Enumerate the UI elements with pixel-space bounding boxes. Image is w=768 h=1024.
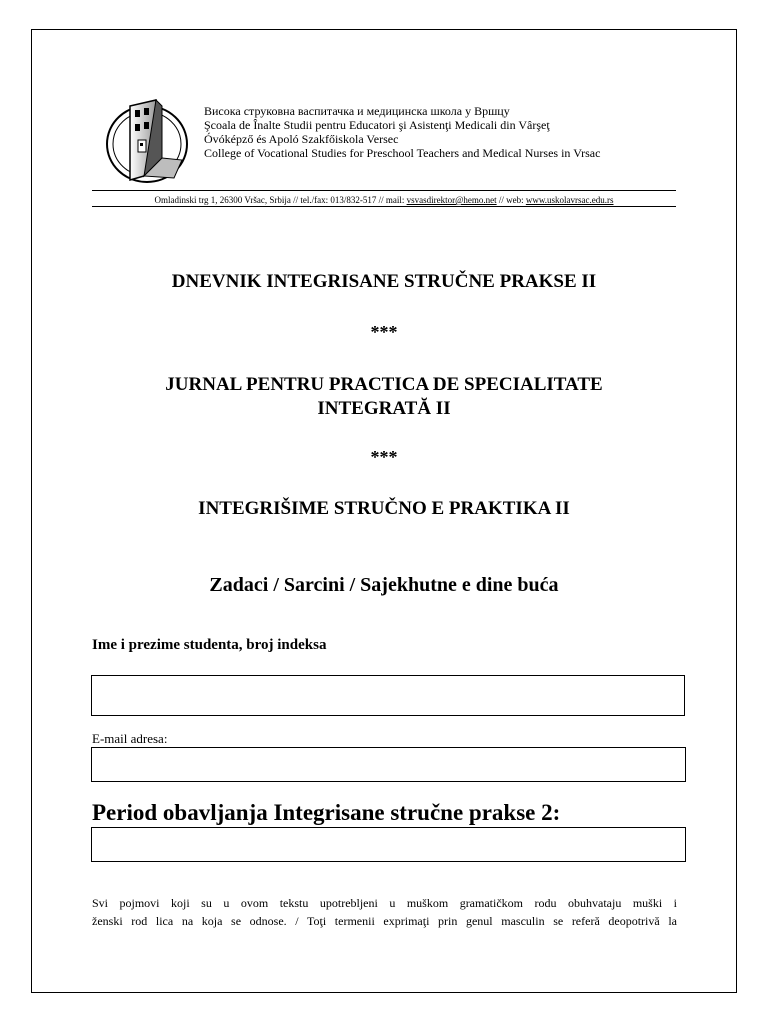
title-romanian bbox=[0, 373, 768, 421]
gender-note bbox=[92, 894, 677, 930]
institution-name-english: College of Vocational Studies for Preschool Teachers and Medical Nurses in Vrsac bbox=[204, 146, 601, 160]
institution-name-serbian: Висока струковна васпитачка и медицинска школа у Вршцу bbox=[204, 104, 510, 118]
institution-names bbox=[204, 104, 600, 160]
period-field[interactable] bbox=[91, 827, 686, 862]
institution-name-hungarian: Óvóképző és Apoló Szakfőiskola Versec bbox=[204, 132, 399, 146]
title-albanian: INTEGRIŠIME STRUČNO E PRAKTIKA II bbox=[198, 498, 570, 519]
title-romanian-line2: INTEGRATĂ II bbox=[317, 398, 451, 419]
student-name-label: Ime i prezime studenta, broj indeksa bbox=[92, 637, 327, 653]
contact-web-prefix: // web: bbox=[496, 195, 526, 205]
title-separator-1: *** bbox=[370, 322, 398, 342]
email-field[interactable] bbox=[91, 747, 686, 782]
contact-email-link[interactable]: vsvasdirektor@hemo.net bbox=[406, 195, 497, 205]
period-label: Period obavljanja Integrisane stručne prakse 2: bbox=[92, 800, 561, 825]
title-serbian: DNEVNIK INTEGRISANE STRUČNE PRAKSE II bbox=[171, 271, 597, 292]
email-label: E-mail adresa: bbox=[92, 731, 168, 746]
contact-web-link[interactable]: www.uskolavrsac.edu.rs bbox=[525, 195, 614, 205]
school-logo-icon bbox=[104, 96, 194, 186]
student-name-field[interactable] bbox=[91, 675, 685, 716]
institution-name-romanian: Şcoala de Înalte Studii pentru Educatori şi Asistenţi Medicali din Vârşeţ bbox=[204, 118, 550, 132]
title-separator-2: *** bbox=[370, 447, 398, 467]
header-divider-top bbox=[92, 190, 676, 191]
contact-address: Omladinski trg 1, 26300 Vršac, Srbija // tel./fax: 013/832-517 // mail: bbox=[154, 195, 407, 205]
title-romanian-line1: JURNAL PENTRU PRACTICA DE SPECIALITATE bbox=[165, 374, 603, 395]
gender-note-line1: Svi pojmovi koji su u ovom tekstu upotrebljeni u muškom gramatičkom rodu obuhvataju muški i bbox=[92, 896, 677, 910]
gender-note-line2: ženski rod lica na koja se odnose. / Toţi termenii exprimaţi prin genul masculin se referă deopotrivă la bbox=[92, 914, 677, 928]
subtitle-tasks: Zadaci / Sarcini / Sajekhutne e dine buća bbox=[209, 574, 559, 596]
header-divider-bottom bbox=[92, 206, 676, 207]
contact-line bbox=[92, 195, 676, 206]
